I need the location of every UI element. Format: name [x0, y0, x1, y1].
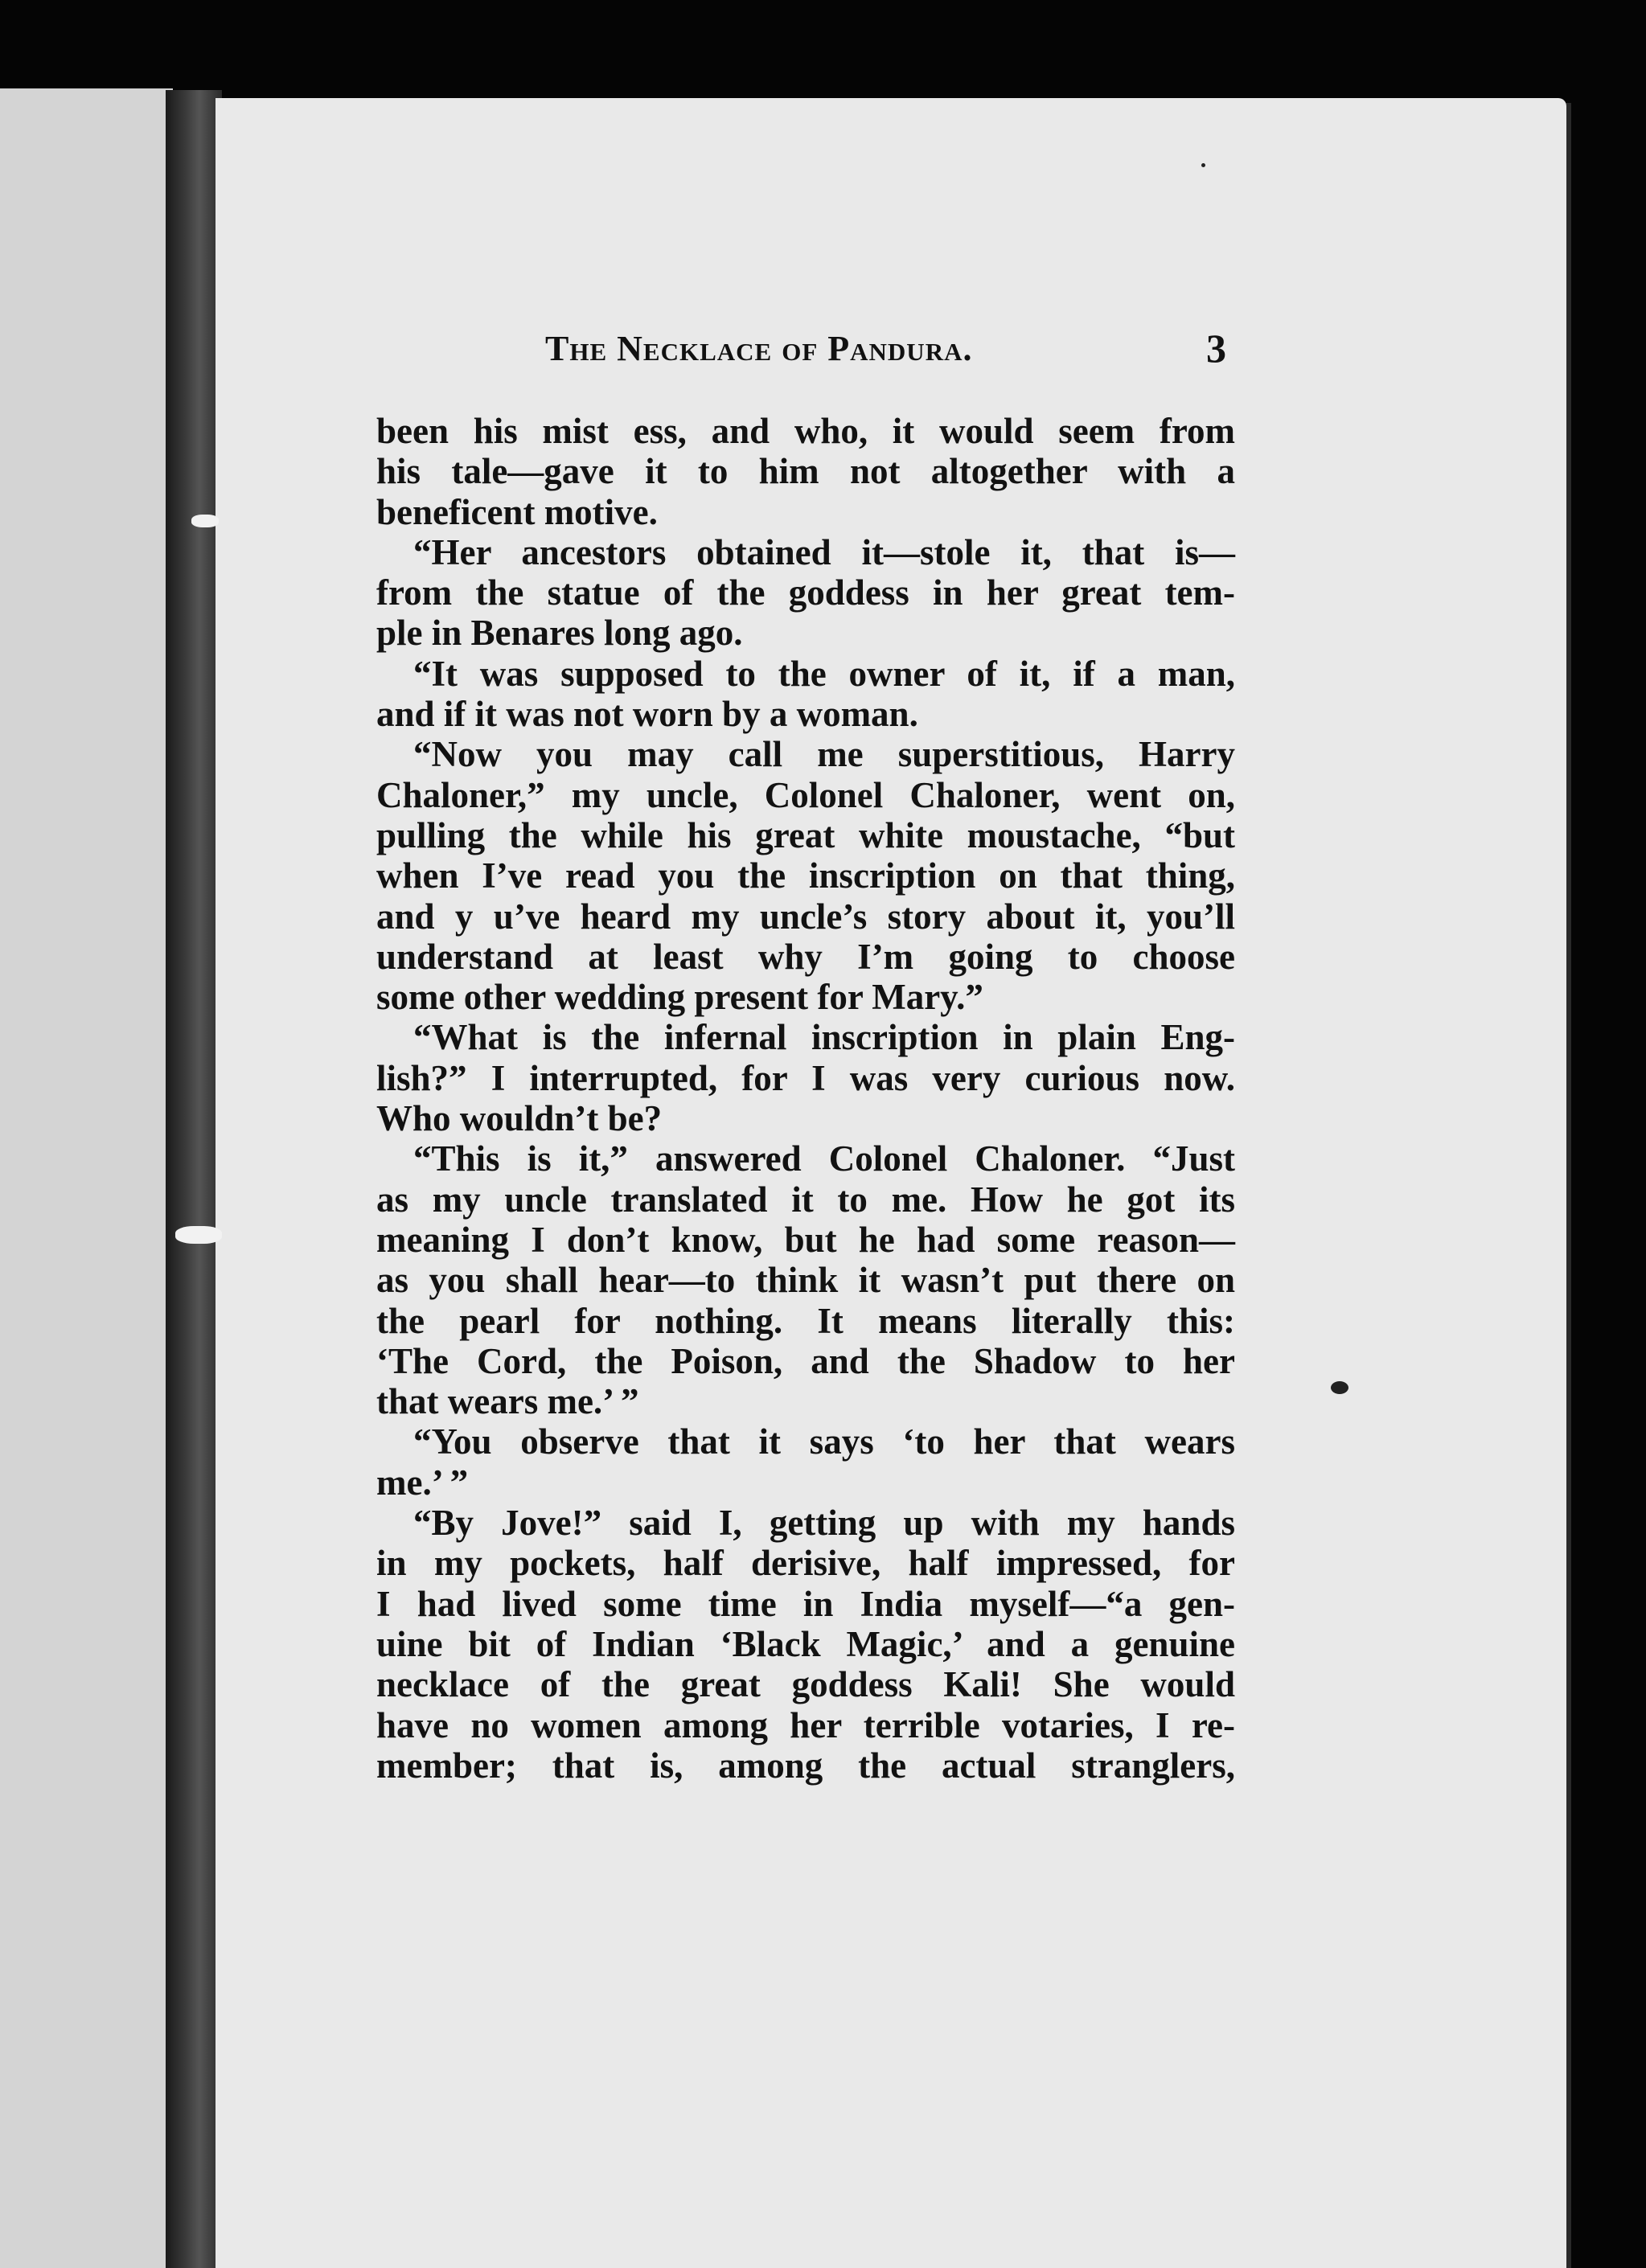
ink-speck — [1201, 163, 1205, 167]
text-line: Who wouldn’t be? — [376, 1098, 663, 1139]
text-line: ple in Benares long ago. — [376, 613, 743, 654]
text-line: as my uncle translated it to me. How he got its — [376, 1179, 1235, 1220]
book-binding — [166, 90, 222, 2268]
ink-speck — [1331, 1381, 1348, 1394]
text-line: Chaloner,” my uncle, Colonel Chaloner, went on, — [376, 774, 1235, 815]
text-line: beneficent motive. — [376, 491, 658, 532]
text-line: ‘The Cord, the Poison, and the Shadow to her — [376, 1340, 1235, 1381]
text-line: have no women among her terrible votaries, I re- — [376, 1704, 1235, 1745]
text-line: and y u’ve heard my uncle’s story about it, you’ll — [376, 896, 1235, 937]
text-line: “Her ancestors obtained it—stole it, that is— — [413, 531, 1235, 572]
text-line: in my pockets, half derisive, half impressed, for — [376, 1543, 1235, 1584]
text-line: lish?” I interrupted, for I was very curious now. — [376, 1057, 1235, 1098]
text-line: “You observe that it says ‘to her that wears — [413, 1421, 1235, 1462]
text-line: when I’ve read you the inscription on that thing, — [376, 855, 1235, 896]
text-line: me.’ ” — [376, 1462, 469, 1503]
text-line: pulling the while his great white moustache, “but — [376, 814, 1235, 855]
text-line: “It was supposed to the owner of it, if a man, — [413, 653, 1235, 694]
text-line: “By Jove!” said I, getting up with my hands — [413, 1503, 1235, 1544]
text-line: I had lived some time in India myself—“a gen- — [376, 1583, 1235, 1624]
text-line: and if it was not worn by a woman. — [376, 694, 918, 735]
text-line: “What is the infernal inscription in plain Eng- — [413, 1017, 1235, 1058]
text-line: his tale—gave it to him not altogether with a — [376, 451, 1235, 492]
running-head: The Necklace of Pandura. — [545, 329, 973, 368]
paper-flake — [175, 1226, 222, 1244]
text-line: understand at least why I’m going to choose — [376, 936, 1235, 977]
text-line: member; that is, among the actual stranglers, — [376, 1745, 1235, 1786]
text-line: uine bit of Indian ‘Black Magic,’ and a genuine — [376, 1623, 1235, 1664]
text-line: “Now you may call me superstitious, Harry — [413, 734, 1235, 775]
text-line: some other wedding present for Mary.” — [376, 977, 983, 1018]
page-number: 3 — [1206, 326, 1226, 371]
paper-flake — [191, 515, 219, 527]
body-text — [376, 411, 1235, 1786]
text-line: “This is it,” answered Colonel Chaloner. “Just — [413, 1138, 1235, 1179]
text-line: from the statue of the goddess in her great tem- — [376, 572, 1235, 613]
text-line: necklace of the great goddess Kali! She would — [376, 1664, 1235, 1705]
text-line: as you shall hear—to think it wasn’t put there on — [376, 1260, 1235, 1301]
facing-page-edge — [0, 88, 173, 2268]
text-line: the pearl for nothing. It means literally this: — [376, 1300, 1235, 1341]
text-line: meaning I don’t know, but he had some reason— — [376, 1219, 1235, 1260]
text-line: been his mist ess, and who, it would seem from — [376, 411, 1235, 451]
text-line: that wears me.’ ” — [376, 1381, 639, 1422]
